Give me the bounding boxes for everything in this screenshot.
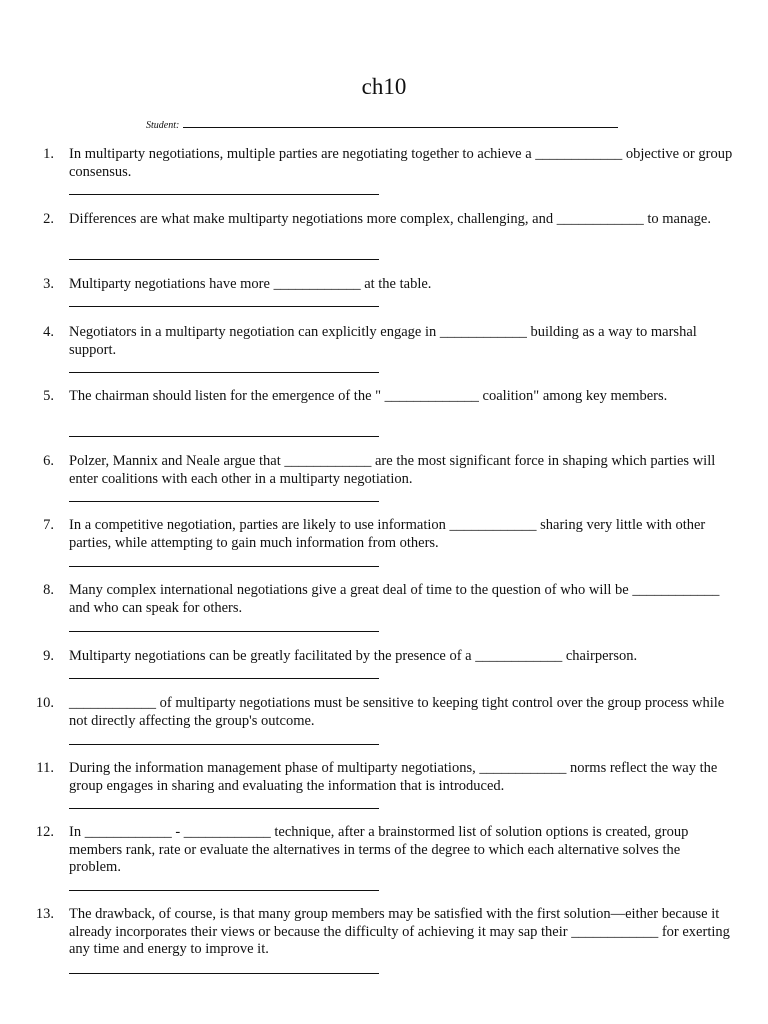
student-name-row: [146, 118, 618, 133]
answer-line[interactable]: [69, 501, 379, 502]
answer-line[interactable]: [69, 566, 379, 567]
question-number: 7.: [43, 517, 54, 533]
question-text: In ____________ - ____________ technique, after a brainstormed list of solution options is created, group members rank, rate or evaluate the alternatives in terms of the degree to which each alternative solves the problem.: [69, 824, 689, 875]
student-name-field[interactable]: [183, 118, 618, 128]
question-number: 8.: [43, 582, 54, 598]
answer-line[interactable]: [69, 808, 379, 809]
answer-line[interactable]: [69, 372, 379, 373]
question-text: During the information management phase of multiparty negotiations, ____________ norms reflect the way the group engages in sharing and evaluating the information that is introduced.: [69, 760, 718, 794]
answer-line[interactable]: [69, 259, 379, 260]
question-number: 2.: [43, 211, 54, 227]
answer-line[interactable]: [69, 678, 379, 679]
answer-line[interactable]: [69, 890, 379, 891]
answer-line[interactable]: [69, 744, 379, 745]
question-text: In multiparty negotiations, multiple parties are negotiating together to achieve a ____________ objective or group consensus.: [69, 146, 733, 180]
question-text: Multiparty negotiations have more ____________ at the table.: [69, 276, 432, 292]
answer-line[interactable]: [69, 631, 379, 632]
student-label: Student:: [146, 120, 180, 131]
question-number: 9.: [43, 648, 54, 664]
answer-line[interactable]: [69, 436, 379, 437]
page-title: ch10: [361, 74, 407, 99]
question-number: 4.: [43, 324, 54, 340]
answer-line[interactable]: [69, 973, 379, 974]
answer-line[interactable]: [69, 194, 379, 195]
question-number: 13.: [35, 906, 54, 922]
question-text: In a competitive negotiation, parties are likely to use information ____________ sharing very little with other parties, while attempting to gain much information from others.: [69, 517, 706, 551]
question-number: 11.: [36, 760, 54, 776]
question-text: The drawback, of course, is that many group members may be satisfied with the first solution—either because it already incorporates their views or because the difficulty of achieving it may sap their ____________ for exerting any time and energy to improve it.: [69, 906, 730, 957]
question-number: 1.: [43, 146, 54, 162]
question-text: Multiparty negotiations can be greatly facilitated by the presence of a ____________ chairperson.: [69, 648, 638, 664]
question-number: 5.: [43, 388, 54, 404]
question-text: Many complex international negotiations give a great deal of time to the question of who will be ____________ and who can speak for others.: [69, 582, 720, 616]
question-number: 3.: [43, 276, 54, 292]
question-text: The chairman should listen for the emergence of the " _____________ coalition" among key members.: [69, 388, 668, 404]
question-text: Differences are what make multiparty negotiations more complex, challenging, and ____________ to manage.: [69, 211, 711, 227]
question-text: Polzer, Mannix and Neale argue that ____________ are the most significant force in shaping which parties will enter coalitions with each other in a multiparty negotiation.: [69, 453, 716, 487]
question-number: 6.: [43, 453, 54, 469]
question-text: Negotiators in a multiparty negotiation can explicitly engage in ____________ building as a way to marshal support.: [69, 324, 697, 358]
question-number: 10.: [35, 695, 54, 711]
answer-line[interactable]: [69, 306, 379, 307]
question-text: ____________ of multiparty negotiations must be sensitive to keeping tight control over the group process while not directly affecting the group's outcome.: [69, 695, 725, 729]
question-number: 12.: [35, 824, 54, 840]
